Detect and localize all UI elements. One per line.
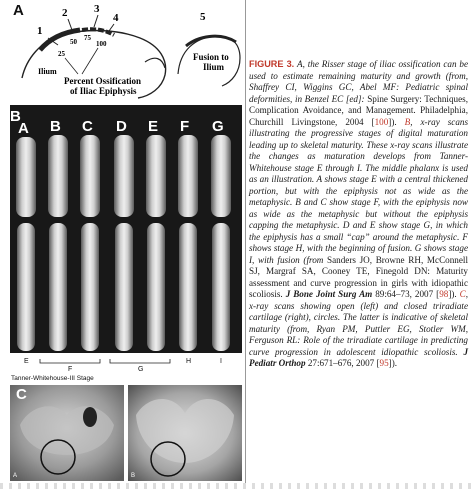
fused-epiphysis [186, 36, 236, 46]
ossification-label-line-2: of Iliac Epiphysis [70, 86, 137, 96]
panel-a-label: A [13, 2, 24, 19]
caption-p1-book: Spine Surgery: Techniques, Complication Avoidance, and Management. Philadelphia, Churchill Livingstone, 2004 [ [249, 93, 468, 127]
stage-4: 4 [113, 12, 119, 24]
caption-p3-refnum: 95 [379, 358, 389, 369]
page-footer-rule [0, 483, 474, 489]
finger-label-b: B [50, 118, 61, 135]
ilium-label: Ilium [38, 67, 57, 76]
sub-label-b: B [131, 473, 136, 479]
caption-p2-journal: J Bone Joint Surg Am [285, 289, 373, 300]
percent-75: 75 [84, 34, 91, 42]
percent-100: 100 [96, 40, 107, 48]
stage-4-arrow [109, 24, 114, 31]
stage-letter-g: G [138, 366, 144, 373]
caption-p1-text: , the Risser stage of iliac ossification can be used to estimate remaining maturity and growth (from, [249, 59, 469, 81]
pelvis-xray-closed [128, 385, 242, 481]
caption-p3-ref: Ryan PM, Puttler EG, Stotler WM, Ferguson RL: Role of the triradiate cartilage in predicting curve progression in adolescent idiopathic scoliosis. [249, 323, 468, 357]
panel-c-pelvis-xrays [10, 385, 242, 481]
figure-caption [249, 59, 468, 370]
finger-a-phalanx [16, 137, 36, 217]
percent-leader-1 [65, 58, 78, 74]
finger-e-phalanx [146, 135, 166, 217]
finger-label-c: C [82, 118, 93, 135]
finger-label-a: A [18, 120, 29, 137]
panel-a-risser-diagram [10, 0, 242, 104]
panel-b-label: B [10, 108, 21, 125]
caption-p2-pages: 89:64–73, 2007 [ [372, 289, 440, 300]
stage-3-arrow [94, 15, 98, 27]
caption-p3-journal: J Pediatr Orthop [249, 346, 468, 369]
stage-1: 1 [37, 25, 43, 37]
finger-c-bone [81, 223, 99, 351]
finger-b-phalanx [48, 135, 68, 217]
caption-p2-panel: B [404, 116, 411, 127]
caption-p1-panel: A [297, 59, 303, 69]
caption-p2-refnum: 98 [439, 289, 449, 300]
pelvis-notch [145, 58, 165, 68]
finger-d-bone [115, 223, 133, 351]
finger-c-phalanx [80, 135, 100, 217]
stage-2-arrow [68, 19, 72, 30]
finger-g-phalanx [211, 135, 231, 217]
finger-g-bone [212, 223, 230, 351]
finger-label-f: F [180, 118, 190, 135]
caption-p3-close: ]). [388, 358, 398, 369]
caption-p1-refnum: 100 [374, 116, 389, 127]
percent-50: 50 [70, 38, 77, 46]
finger-label-g: G [212, 118, 224, 135]
caption-p1-close: ]). [388, 116, 405, 127]
panel-b-finger-xrays [10, 105, 242, 383]
finger-e-bone [147, 223, 165, 351]
caption-p3-pages: 27:671–676, 2007 [ [305, 358, 380, 369]
ossification-label-line-1: Percent Ossification [64, 76, 142, 86]
stage-2: 2 [62, 7, 68, 19]
finger-d-phalanx [114, 135, 134, 217]
pelvis-xray-open [10, 385, 124, 481]
panel-c-label: C [16, 386, 27, 403]
risser-diagram-svg [10, 0, 242, 104]
tanner-whitehouse-label: Tanner-Whitehouse-III Stage [11, 375, 94, 382]
stage-letter-e: E [24, 358, 29, 365]
stage-letter-i: I [220, 358, 222, 365]
percent-25: 25 [58, 50, 65, 58]
finger-label-d: D [116, 118, 127, 135]
stage-letter-f: F [68, 366, 73, 373]
stage-5: 5 [200, 11, 206, 23]
finger-label-e: E [148, 118, 159, 135]
finger-f-bone [179, 223, 197, 351]
finger-a-bone [17, 223, 35, 351]
stage-letter-h: H [186, 358, 192, 365]
caption-p2-text: , x-ray scans illustrating the progressive stages of digital maturation leading up to skeletal maturity. These x-ray scans illustrate the changes as maturation develops from Tanner-Whitehouse stage E through I. The middle phalanx is used as an illustration. A shows stage E with a central thickened portion, but with the epiphysis not as wide as the metaphysic. B and C show stage F, with the epiphysis now as wide as the metaphysic but without the epiphysis capping the metaphysic. D and E show stage G, in which the epiphysis has a small “cap” around the metaphysic. F shows stage H, with the beginning of fusion. G shows stage I, with fusion (from [249, 116, 469, 265]
finger-b-bone [49, 223, 67, 351]
fusion-label-line-2: Ilium [203, 62, 225, 72]
caption-p3-text: , x-ray scans showing open (left) and closed triradiate cartilage (right), circles. The latter is indicative of skeletal maturity (from, [249, 289, 469, 334]
finger-xray-svg [10, 105, 242, 383]
caption-p2-close: ]). [448, 289, 460, 300]
fusion-label-line-1: Fusion to [193, 52, 229, 62]
percent-leader-2 [82, 48, 98, 74]
finger-f-phalanx [178, 135, 198, 217]
stage-3: 3 [94, 3, 100, 15]
bowel-gas [83, 407, 97, 427]
caption-p3-panel: C [459, 289, 466, 300]
caption-p1-ref: Shaffrey CI, Wiggins GC, Abel MF: Pediatric spinal deformities, in Benzel EC [ed]: [249, 82, 468, 104]
caption-figure-label: FIGURE 3. [249, 59, 295, 69]
caption-p2-ref: Sanders JO, Browne RH, McConnell SJ, Margraf SA, Cooney TE, Finegold DN: Maturity assessment and curve progression in girls with idiopathic scoliosis. [249, 254, 468, 300]
sub-label-a: A [13, 473, 18, 479]
